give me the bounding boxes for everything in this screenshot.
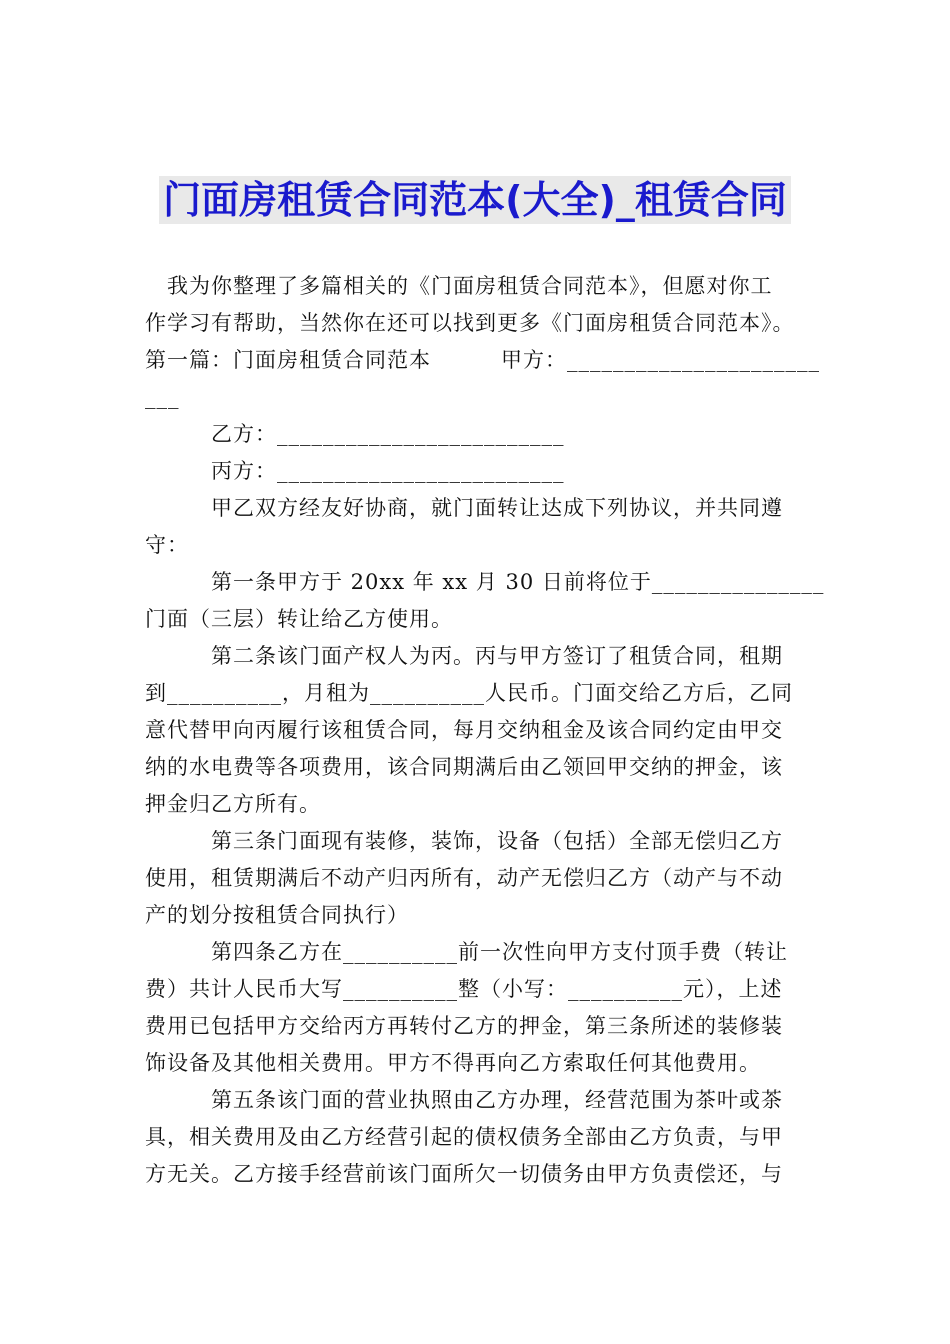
document-title-text: 门面房租赁合同范本(大全)_租赁合同 — [159, 176, 791, 224]
clause-3-line: 第三条门面现有装修，装饰，设备（包括）全部无偿归乙方 — [211, 829, 783, 853]
party-b-field: 乙方：_________________________ — [211, 422, 565, 446]
clause-4-line: 第四条乙方在__________前一次性向甲方支付顶手费（转让 — [211, 940, 788, 964]
paragraph-line: 守： — [145, 533, 189, 557]
section-heading: 第一篇：门面房租赁合同范本 — [145, 348, 431, 372]
document-body — [145, 268, 825, 1193]
paragraph-line: 具，相关费用及由乙方经营引起的债权债务全部由乙方负责，与甲 — [145, 1125, 783, 1149]
clause-2-line: 第二条该门面产权人为丙。丙与甲方签订了租赁合同，租期 — [211, 644, 783, 668]
paragraph-line: 方无关。乙方接手经营前该门面所欠一切债务由甲方负责偿还，与 — [145, 1162, 783, 1186]
paragraph-line: 我为你整理了多篇相关的《门面房租赁合同范本》，但愿对你工 — [167, 274, 773, 298]
paragraph-line — [145, 342, 820, 379]
party-c-field: 丙方：_________________________ — [211, 459, 565, 483]
party-a-field: 甲方：______________________ — [501, 348, 820, 372]
paragraph-line: 甲乙双方经友好协商，就门面转让达成下列协议，并共同遵 — [211, 496, 783, 520]
paragraph-line: 费用已包括甲方交给丙方再转付乙方的押金，第三条所述的装修装 — [145, 1014, 783, 1038]
paragraph-line: 意代替甲向丙履行该租赁合同，每月交纳租金及该合同约定由甲交 — [145, 718, 783, 742]
document-title — [0, 174, 950, 226]
paragraph-line: 门面（三层）转让给乙方使用。 — [145, 607, 453, 631]
paragraph-line: 产的划分按租赁合同执行） — [145, 903, 409, 927]
paragraph-line: 饰设备及其他相关费用。甲方不得再向乙方索取任何其他费用。 — [145, 1051, 761, 1075]
paragraph-line: ___ — [145, 385, 180, 409]
clause-5-line: 第五条该门面的营业执照由乙方办理，经营范围为茶叶或茶 — [211, 1088, 783, 1112]
clause-1-line: 第一条甲方于 20xx 年 xx 月 30 日前将位于_______________ — [211, 570, 825, 594]
paragraph-line: 使用，租赁期满后不动产归丙所有，动产无偿归乙方（动产与不动 — [145, 866, 783, 890]
paragraph-line: 纳的水电费等各项费用，该合同期满后由乙领回甲交纳的押金，该 — [145, 755, 783, 779]
paragraph-line: 费）共计人民币大写__________整（小写：__________元），上述 — [145, 977, 783, 1001]
paragraph-line: 押金归乙方所有。 — [145, 792, 321, 816]
paragraph-line: 作学习有帮助，当然你在还可以找到更多《门面房租赁合同范本》。 — [145, 311, 795, 335]
paragraph-line: 到__________，月租为__________人民币。门面交给乙方后，乙同 — [145, 681, 793, 705]
